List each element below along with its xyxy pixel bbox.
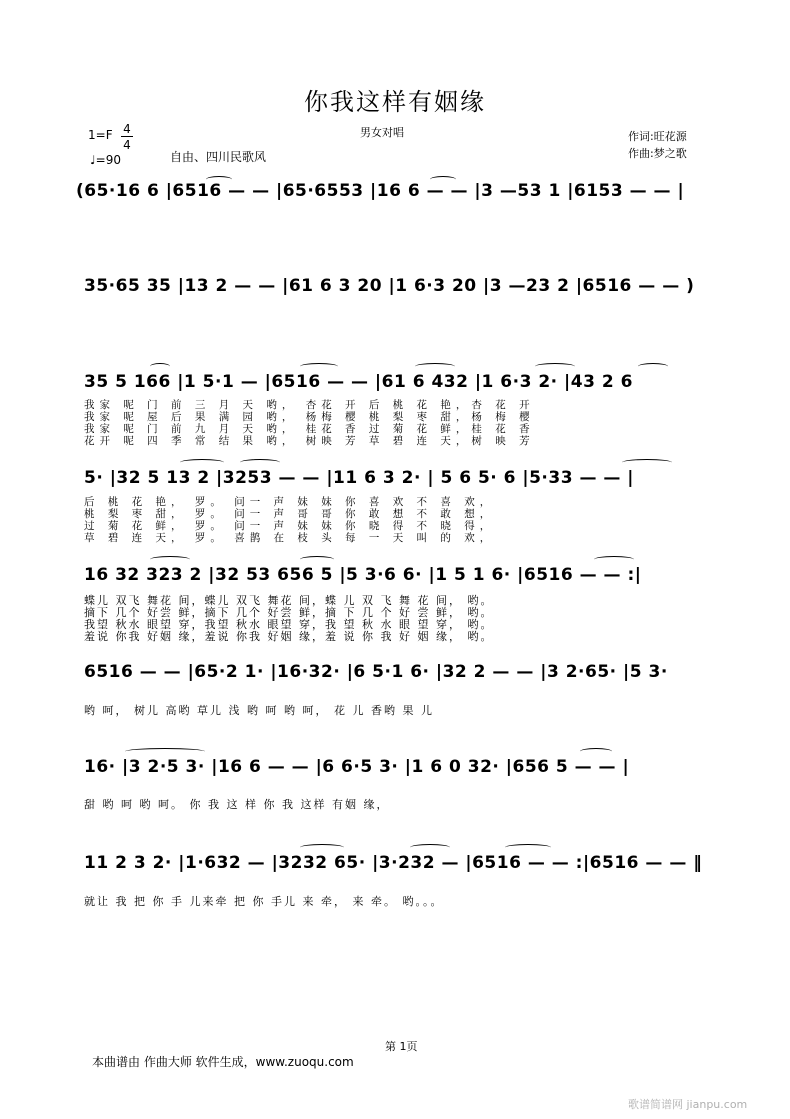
system-5-lyric-2: 摘下 几个 好尝 鲜，摘下 几个 好尝 鲜，摘 下 几 个 好 尝 鲜， 哟。 [84,606,494,619]
system-2-notes: 35·65 35 |13 2 — — |61 6 3 20 |1 6·3 20 |3 —23 2 |6516 — — ) [84,276,695,296]
tie-slur [535,363,575,370]
system-3-lyric-2: 我家 呢 屋 后 果 满 园 哟， 杨梅 樱 桃 梨 枣 甜，杨 梅 樱 [84,411,535,423]
system-8-lyric: 就让 我 把 你 手 儿来牵 把 你 手儿 来 牵， 来 牵。 哟。。。 [84,895,444,908]
system-6-notes: 6516 — — |65·2 1· |16·32· |6 5·1 6· |32 2 — — |3 2·65· |5 3· [84,662,668,682]
generator-note: 本曲谱由 作曲大师 软件生成，www.zuoqu.com [92,1055,354,1069]
tie-slur [300,844,344,851]
system-4-lyric-4: 草 碧 连 天， 罗。 喜鹊 在 枝 头 每 一 天 叫 的 欢， [84,532,496,544]
system-5-lyric-4: 羞说 你我 好姻 缘，羞说 你我 好姻 缘，羞 说 你 我 好 姻 缘， 哟。 [84,630,494,643]
tie-slur [300,556,334,563]
tie-slur [594,556,634,563]
composer-credit: 作曲:梦之歌 [628,147,687,160]
tie-slur [415,363,455,370]
tie-slur [150,363,170,370]
tie-slur [410,844,450,851]
system-7-lyric: 甜 哟 呵 哟 呵。 你 我 这 样 你 我 这样 有姻 缘， [84,798,390,811]
system-3-lyric-4: 花开 呢 四 季 常 结 果 哟， 树映 芳 草 碧 连 天，树 映 芳 [84,435,535,447]
system-5-notes: 16 32 323 2 |32 53 656 5 |5 3·6 6· |1 5 1 6· |6516 — — :| [84,565,642,585]
system-5-lyric-3: 我望 秋水 眼望 穿，我望 秋水 眼望 穿，我 望 秋 水 眼 望 穿， 哟。 [84,618,494,631]
watermark: 歌谱简谱网 jianpu.com [628,1098,748,1111]
system-4-lyric-2: 桃 梨 枣 甜， 罗。 问一 声 哥 哥 你 敢 想 不 敢 想， [84,508,496,520]
system-4-lyric-3: 过 菊 花 鲜， 罗。 问一 声 妹 妹 你 晓 得 不 晓 得， [84,520,496,532]
system-4-lyric-1: 后 桃 花 艳， 罗。 问一 声 妹 妹 你 喜 欢 不 喜 欢， [84,496,496,508]
tie-slur [206,176,232,183]
system-3-notes: 35 5 166 |1 5·1 — |6516 — — |61 6 432 |1 6·3 2· |43 2 6 [84,372,633,392]
system-4-notes: 5· |32 5 13 2 |3253 — — |11 6 3 2· | 5 6 5· 6 |5·33 — — | [84,468,635,488]
system-3-lyric-3: 我家 呢 门 前 九 月 天 哟， 桂花 香 过 菊 花 鲜，桂 花 香 [84,423,535,435]
tie-slur [180,459,224,466]
tie-slur [580,748,612,755]
meter-divider [121,136,133,137]
system-5-lyric-1: 蝶儿 双飞 舞花 间，蝶儿 双飞 舞花 间，蝶 儿 双 飞 舞 花 间， 哟。 [84,594,494,607]
tie-slur [300,363,338,370]
system-8-notes: 11 2 3 2· |1·632 — |3232 65· |3·232 — |6516 — — :|6516 — — ‖ [84,853,703,873]
tempo-mark: ♩=90 [90,153,121,167]
tie-slur [622,459,672,466]
tie-slur [125,748,205,755]
style-note: 自由、四川民歌风 [170,150,267,164]
song-title: 你我这样有姻缘 [304,88,486,116]
tie-slur [240,459,280,466]
system-3-lyric-1: 我家 呢 门 前 三 月 天 哟， 杏花 开 后 桃 花 艳，杏 花 开 [84,399,535,411]
meter-bottom: 4 [123,138,131,152]
tie-slur [150,556,190,563]
tie-slur [505,844,551,851]
key-signature: 1=F [88,128,113,142]
performance-note: 男女对唱 [360,126,404,139]
tie-slur [638,363,668,370]
meter-top: 4 [123,122,131,136]
tie-slur [430,176,456,183]
lyricist-credit: 作词:旺花源 [628,130,687,143]
page-number: 第 1页 [385,1040,418,1053]
system-6-lyric: 哟 呵， 树儿 高哟 草儿 浅 哟 呵 哟 呵， 花 儿 香哟 果 儿 [84,704,434,717]
system-7-notes: 16· |3 2·5 3· |16 6 — — |6 6·5 3· |1 6 0 32· |656 5 — — | [84,757,630,777]
system-1-notes: (65·16 6 |6516 — — |65·6553 |16 6 — — |3 —53 1 |6153 — — | [76,181,685,201]
